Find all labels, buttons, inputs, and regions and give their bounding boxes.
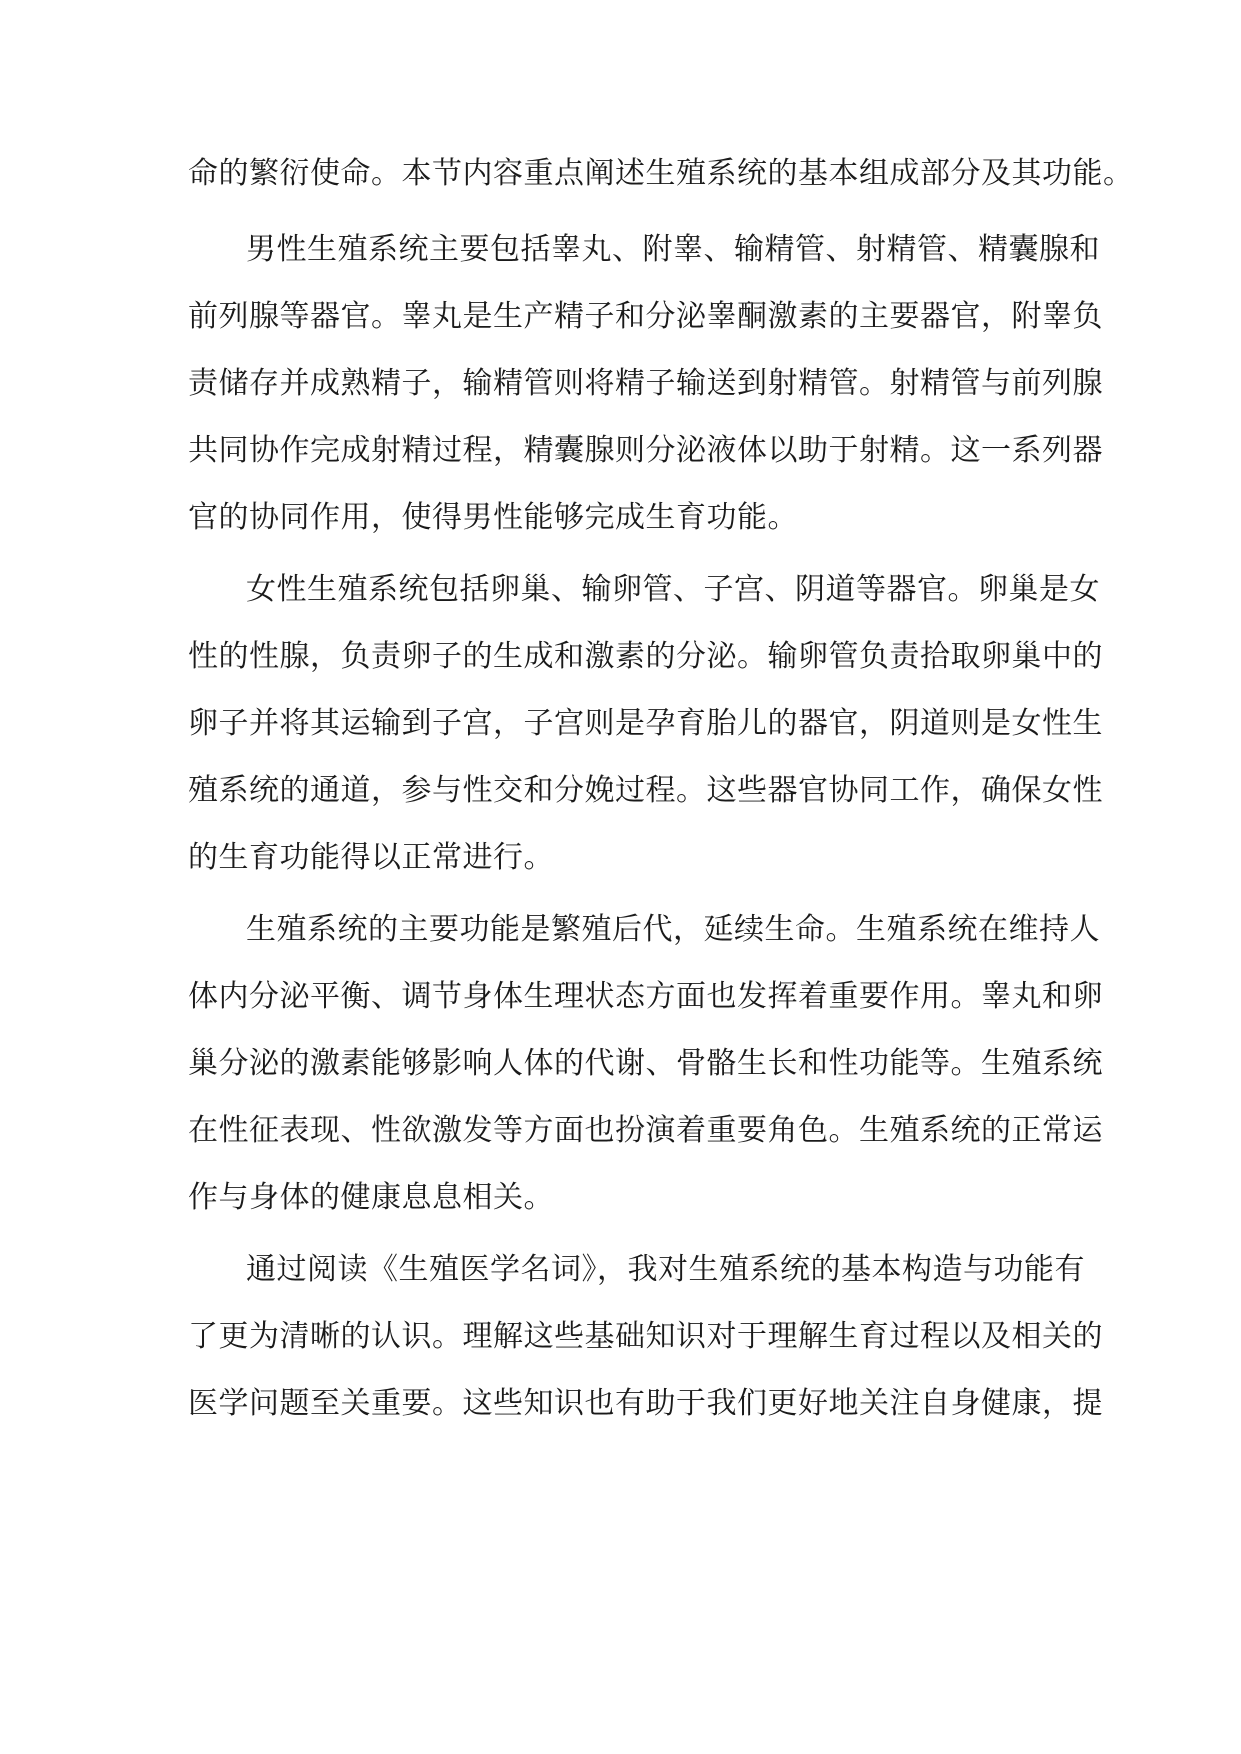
text-line: 男性生殖系统主要包括睾丸、附睾、输精管、射精管、精囊腺和 [246,232,1100,267]
text-line: 通过阅读《生殖医学名词》，我对生殖系统的基本构造与功能有 [246,1252,1085,1287]
text-line: 医学问题至关重要。这些知识也有助于我们更好地关注自身健康，提 [188,1386,1103,1421]
text-line: 作与身体的健康息息相关。 [188,1180,554,1215]
text-line: 性的性腺，负责卵子的生成和激素的分泌。输卵管负责拾取卵巢中的 [188,639,1103,674]
text-line: 卵子并将其运输到子宫，子宫则是孕育胎儿的器官，阴道则是女性生 [188,706,1103,741]
text-line: 前列腺等器官。睾丸是生产精子和分泌睾酮激素的主要器官，附睾负 [188,299,1103,334]
text-line: 了更为清晰的认识。理解这些基础知识对于理解生育过程以及相关的 [188,1319,1103,1354]
text-line: 体内分泌平衡、调节身体生理状态方面也发挥着重要作用。睾丸和卵 [188,979,1103,1014]
text-line: 命的繁衍使命。本节内容重点阐述生殖系统的基本组成部分及其功能。 [188,156,1134,191]
text-line: 殖系统的通道，参与性交和分娩过程。这些器官协同工作，确保女性 [188,773,1103,808]
text-line: 在性征表现、性欲激发等方面也扮演着重要角色。生殖系统的正常运 [188,1113,1103,1148]
text-line: 官的协同作用，使得男性能够完成生育功能。 [188,500,798,535]
text-line: 女性生殖系统包括卵巢、输卵管、子宫、阴道等器官。卵巢是女 [246,572,1100,607]
text-line: 的生育功能得以正常进行。 [188,840,554,875]
text-line: 巢分泌的激素能够影响人体的代谢、骨骼生长和性功能等。生殖系统 [188,1046,1103,1081]
text-line: 共同协作完成射精过程，精囊腺则分泌液体以助于射精。这一系列器 [188,433,1103,468]
text-line: 生殖系统的主要功能是繁殖后代，延续生命。生殖系统在维持人 [246,912,1100,947]
text-line: 责储存并成熟精子，输精管则将精子输送到射精管。射精管与前列腺 [188,366,1103,401]
